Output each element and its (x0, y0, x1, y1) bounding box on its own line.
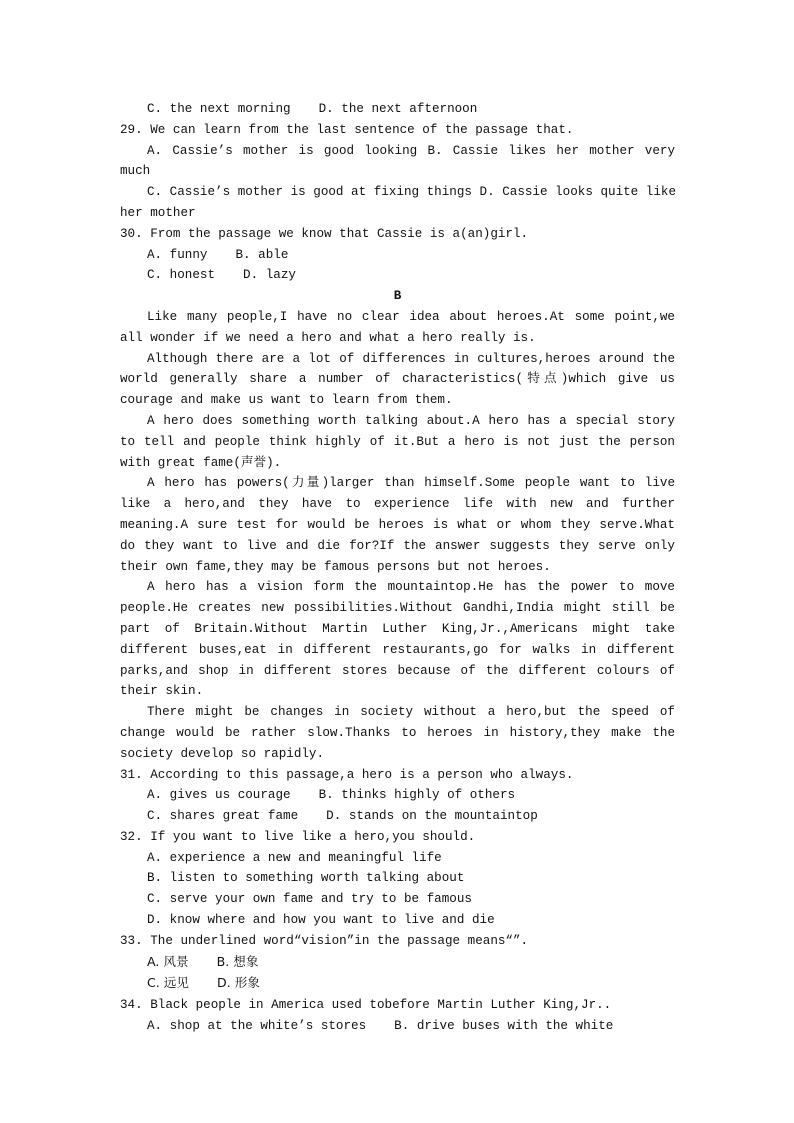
q33-option-d[interactable]: D. 形象 (217, 975, 260, 991)
q28-options-cd (120, 99, 675, 120)
q31-options-cd (120, 806, 675, 827)
passage-paragraph: There might be changes in society without a hero,but the speed of change would be rather slow.Thanks to heroes in history,they make the society develop so rapidly. (120, 705, 675, 761)
q30-option-b[interactable]: B. able (235, 247, 289, 262)
q31-options-ab (120, 785, 675, 806)
q31-option-d[interactable]: D. stands on the mountaintop (326, 809, 538, 824)
q32-stem: 32. If you want to live like a hero,you should. (120, 829, 476, 844)
q30-stem: 30. From the passage we know that Cassie is a(an)girl. (120, 226, 529, 241)
passage-paragraph: A hero does something worth talking about.A hero has a special story to tell and people think highly of it.But a hero is not just the person with great fame(声誉). (120, 413, 675, 470)
passage-paragraph: Although there are a lot of differences in cultures,heroes around the world generally share a number of characteristics(特点)which give us courage and make us want to learn from them. (120, 351, 675, 408)
q28-option-d[interactable]: D. the next afternoon (318, 102, 478, 116)
q34-option-b[interactable]: B. drive buses with the white (394, 1019, 614, 1034)
q34-option-a[interactable]: A. shop at the white’s stores (147, 1019, 367, 1034)
q33-options-ab (120, 952, 675, 974)
q30-options-ab (120, 245, 675, 266)
q32-option-a[interactable]: A. experience a new and meaningful life (147, 850, 442, 865)
q32-option-b[interactable]: B. listen to something worth talking about (147, 871, 465, 886)
q33-option-c[interactable]: C. 远见 (147, 975, 189, 991)
q30-option-d[interactable]: D. lazy (243, 268, 296, 283)
passage-paragraph: Like many people,I have no clear idea about heroes.At some point,we all wonder if we need a hero and what a hero really is. (120, 309, 675, 345)
q28-option-c[interactable]: C. the next morning (147, 102, 291, 116)
section-b-heading: B (393, 289, 402, 304)
q31-stem: 31. According to this passage,a hero is a person who always. (120, 767, 574, 782)
q30-option-a[interactable]: A. funny (147, 247, 208, 262)
passage-paragraph: A hero has powers(力量)larger than himself.Some people want to live like a hero,and they have to experience life with new and further meaning.A sure test for would be heroes is what or whom they serve.What do they want to live and die for?If the answer suggests they serve only their own fame,they may be famous persons but not heroes. (120, 476, 675, 574)
q30-option-c[interactable]: C. honest (147, 268, 216, 283)
q30-options-cd (120, 265, 675, 286)
q31-option-a[interactable]: A. gives us courage (147, 788, 291, 803)
q29-options-ab-wrap: much (120, 164, 151, 179)
q34-stem: 34. Black people in America used tobefore Martin Luther King,Jr.. (120, 998, 612, 1013)
q34-options-ab (120, 1016, 675, 1037)
q29-stem: 29. We can learn from the last sentence of the passage that. (120, 122, 574, 137)
document-page (120, 99, 675, 1037)
q31-option-b[interactable]: B. thinks highly of others (318, 788, 516, 803)
q32-option-d[interactable]: D. know where and how you want to live and die (147, 913, 495, 928)
q29-options-ab[interactable]: A. Cassie’s mother is good looking B. Cassie likes her mother very (147, 143, 675, 158)
q31-option-c[interactable]: C. shares great fame (147, 809, 299, 824)
q33-option-a[interactable]: A. 风景 (147, 953, 189, 969)
q29-options-cd[interactable]: C. Cassie’s mother is good at fixing things D. Cassie looks quite like (147, 185, 677, 200)
passage (120, 307, 675, 765)
q33-stem: 33. The underlined word“vision”in the passage means“”. (120, 933, 529, 948)
q33-options-cd (120, 973, 675, 995)
passage-paragraph: A hero has a vision form the mountaintop.He has the power to move people.He creates new possibilities.Without Gandhi,India might still be part of Britain.Without Martin Luther King,Jr.,Americans might take different buses,eat in different restaurants,go for walks in different parks,and shop in different stores because of the different colours of their skin. (120, 580, 675, 699)
q29-options-cd-wrap: her mother (120, 205, 196, 220)
q32-option-c[interactable]: C. serve your own fame and try to be famous (147, 892, 472, 907)
q33-option-b[interactable]: B. 想象 (216, 953, 259, 969)
